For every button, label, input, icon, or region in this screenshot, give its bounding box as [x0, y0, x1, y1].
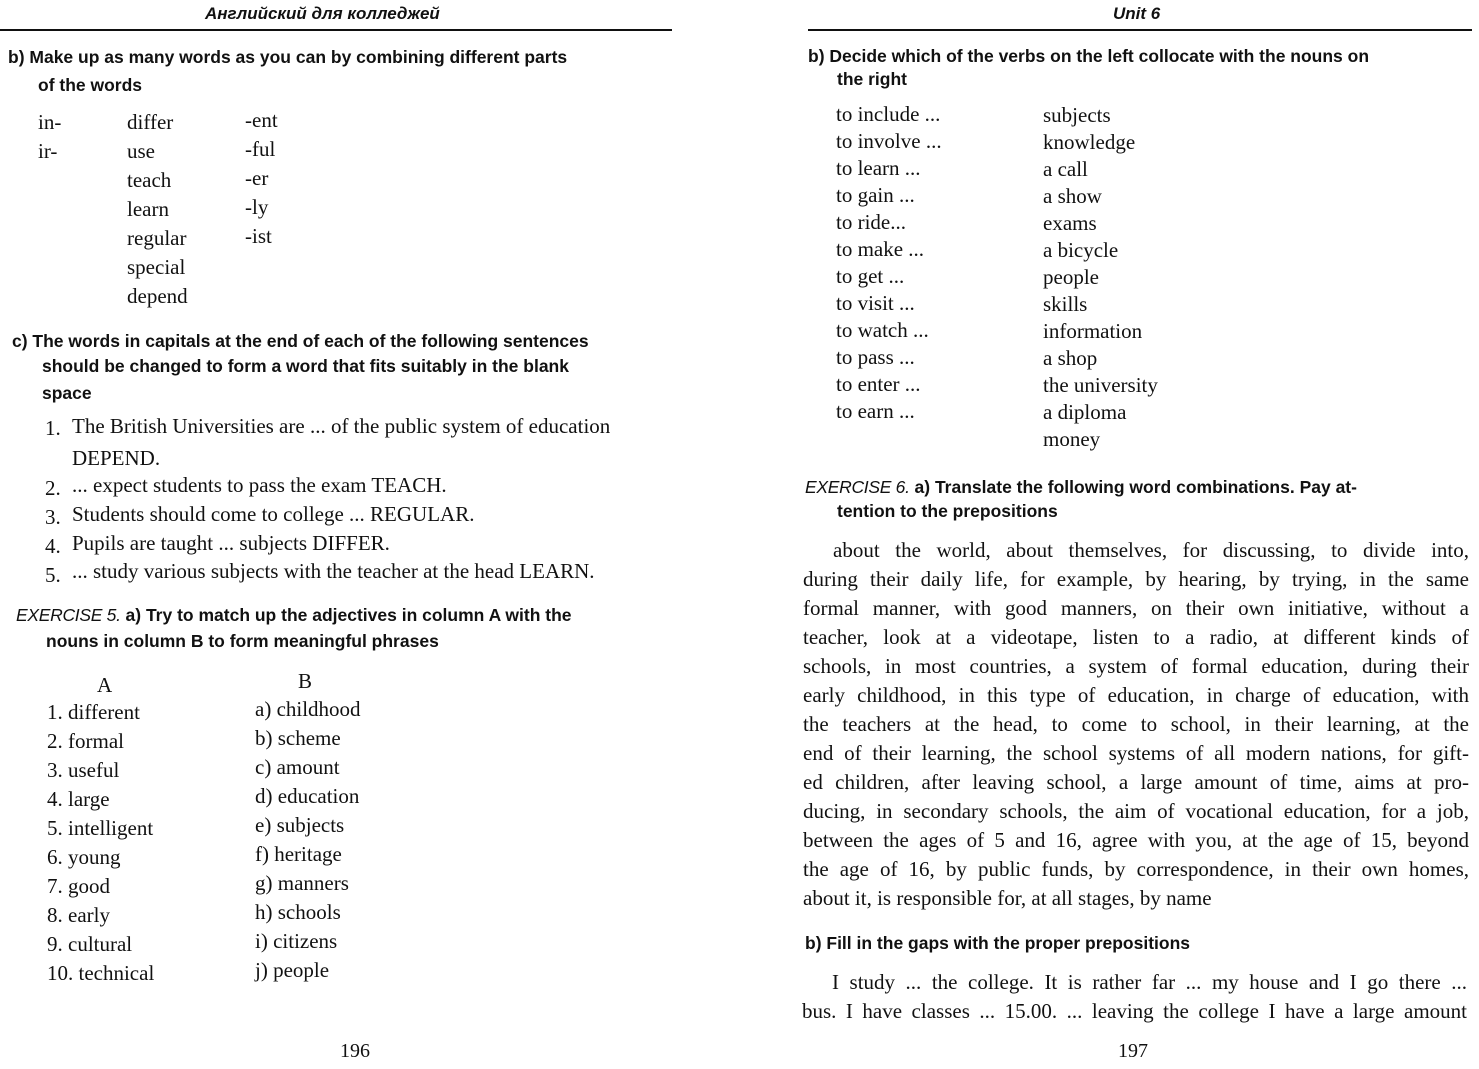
verb-item: to learn ... — [836, 156, 921, 180]
adjective-item: 1. different — [47, 700, 140, 724]
paragraph-line: about the world, about themselves, for discussing, to divide into, — [833, 538, 1469, 562]
adjective-item: 7. good — [47, 874, 110, 898]
verbs-column — [836, 102, 942, 426]
noun-item: a show — [1043, 184, 1102, 208]
noun-item: j) people — [255, 958, 330, 982]
section-b-heading-line1: b) Make up as many words as you can by combining different parts — [8, 47, 568, 67]
root-column — [127, 110, 188, 313]
sentence-text: ... expect students to pass the exam TEACH. — [72, 473, 447, 497]
word-combinations-paragraph — [803, 536, 1469, 913]
suffix-item: -er — [245, 166, 269, 190]
exercise-5-heading-line2: nouns in column B to form meaningful phrases — [46, 631, 439, 651]
column-a-header: A — [97, 673, 113, 697]
right-page — [800, 0, 1479, 1069]
adjective-item: 5. intelligent — [47, 816, 154, 840]
column-a-list — [47, 700, 154, 990]
verb-item: to ride... — [836, 210, 906, 234]
root-item: learn — [127, 197, 169, 221]
noun-item: d) education — [255, 784, 360, 808]
sentence-text: Pupils are taught ... subjects DIFFER. — [72, 531, 390, 555]
adjective-item: 6. young — [47, 845, 121, 869]
header-rule — [808, 29, 1472, 31]
noun-item: people — [1043, 265, 1099, 289]
column-b-list — [255, 697, 361, 987]
sentence-number: 1. — [45, 416, 61, 440]
verb-item: to get ... — [836, 264, 905, 288]
paragraph-line: about it, is responsible for, at all stages, by name — [803, 886, 1212, 910]
root-item: regular — [127, 226, 187, 250]
prefix-column — [38, 110, 61, 168]
adjective-item: 8. early — [47, 903, 110, 927]
running-header: Английский для колледжей — [205, 4, 440, 23]
section-c-heading-line3: space — [42, 383, 92, 403]
suffix-column — [245, 108, 278, 253]
sentence-number: 2. — [45, 476, 61, 500]
paragraph-line: during their daily life, for example, by hearing, by trying, in the same — [803, 567, 1469, 591]
paragraph-line: the age of 16, by public funds, by correspondence, in their own homes, — [803, 857, 1469, 881]
verb-item: to pass ... — [836, 345, 915, 369]
gap-fill-paragraph — [802, 968, 1467, 1026]
noun-item: a bicycle — [1043, 238, 1119, 262]
prefix-item: in- — [38, 110, 62, 134]
exercise-6-label: EXERCISE 6. — [805, 477, 910, 497]
paragraph-line: early childhood, in this type of education, in charge of education, with — [803, 683, 1469, 707]
paragraph-line: ed children, after leaving school, a large amount of time, aims at pro- — [803, 770, 1469, 794]
verb-item: to gain ... — [836, 183, 915, 207]
noun-item: i) citizens — [255, 929, 338, 953]
sentence-text: Students should come to college ... REGULAR. — [72, 502, 475, 526]
verb-item: to enter ... — [836, 372, 921, 396]
noun-item: money — [1043, 427, 1101, 451]
noun-item: a shop — [1043, 346, 1098, 370]
sentence-number: 3. — [45, 505, 61, 529]
paragraph-line: I study ... the college. It is rather far ... my house and I go there ... — [832, 970, 1467, 994]
paragraph-line: formal manner, with good manners, on their own initiative, without a — [803, 596, 1469, 620]
noun-item: information — [1043, 319, 1143, 343]
noun-item: the university — [1043, 373, 1158, 397]
noun-item: skills — [1043, 292, 1088, 316]
sentence-text: ... study various subjects with the teacher at the head LEARN. — [72, 559, 595, 583]
adjective-item: 2. formal — [47, 729, 124, 753]
noun-item: subjects — [1043, 103, 1111, 127]
sentence-text-cont: DEPEND. — [72, 446, 161, 470]
left-page — [0, 0, 700, 1069]
paragraph-line: the teachers at the head, to come to school, in their learning, at the — [803, 712, 1469, 736]
exercise-6-heading-text: a) Translate the following word combinations. Pay at- — [909, 477, 1357, 497]
root-item: depend — [127, 284, 188, 308]
verb-item: to earn ... — [836, 399, 915, 423]
sentence-text: The British Universities are ... of the public system of education — [72, 414, 611, 438]
noun-item: h) schools — [255, 900, 341, 924]
exercise-5-label: EXERCISE 5. — [16, 605, 121, 625]
adjective-item: 10. technical — [47, 961, 155, 985]
verb-item: to make ... — [836, 237, 925, 261]
noun-item: exams — [1043, 211, 1097, 235]
root-item: teach — [127, 168, 172, 192]
section-b2-heading: b) Fill in the gaps with the proper prepositions — [805, 933, 1191, 953]
header-rule — [0, 29, 672, 31]
verb-item: to involve ... — [836, 129, 942, 153]
noun-item: c) amount — [255, 755, 340, 779]
adjective-item: 3. useful — [47, 758, 120, 782]
noun-item: b) scheme — [255, 726, 341, 750]
sentence-number: 4. — [45, 534, 61, 558]
sentence-number: 5. — [45, 563, 61, 587]
suffix-item: -ful — [245, 137, 276, 161]
root-item: use — [127, 139, 155, 163]
page-number: 197 — [1118, 1040, 1148, 1062]
noun-item: a diploma — [1043, 400, 1127, 424]
verb-item: to visit ... — [836, 291, 915, 315]
suffix-item: -ist — [245, 224, 272, 248]
root-item: differ — [127, 110, 174, 134]
section-b-heading-line1: b) Decide which of the verbs on the left collocate with the nouns on — [808, 46, 1370, 66]
prefix-item: ir- — [38, 139, 58, 163]
paragraph-line: teacher, look at a videotape, listen to a radio, at different kinds of — [803, 625, 1469, 649]
noun-item: g) manners — [255, 871, 349, 895]
nouns-column — [1043, 103, 1158, 454]
section-c-heading-line1: c) The words in capitals at the end of each of the following sentences — [12, 331, 589, 351]
section-b-heading-line2: the right — [837, 69, 907, 89]
exercise-5-heading-line1 — [16, 602, 572, 628]
verb-item: to include ... — [836, 102, 941, 126]
paragraph-line: schools, in most countries, a system of formal education, during their — [803, 654, 1469, 678]
adjective-item: 4. large — [47, 787, 110, 811]
suffix-item: -ly — [245, 195, 269, 219]
paragraph-line: end of their learning, the school systems of all modern nations, for gift- — [803, 741, 1469, 765]
root-item: special — [127, 255, 186, 279]
verb-item: to watch ... — [836, 318, 929, 342]
section-c-heading-line2: should be changed to form a word that fits suitably in the blank — [42, 356, 569, 376]
page-number: 196 — [340, 1040, 370, 1062]
noun-item: knowledge — [1043, 130, 1136, 154]
adjective-item: 9. cultural — [47, 932, 133, 956]
noun-item: a call — [1043, 157, 1088, 181]
paragraph-line: between the ages of 5 and 16, agree with you, at the age of 15, beyond — [803, 828, 1469, 852]
exercise-5-heading-text: a) Try to match up the adjectives in column A with the — [120, 605, 572, 625]
noun-item: f) heritage — [255, 842, 342, 866]
column-b-header: B — [298, 669, 313, 693]
section-b-heading-line2: of the words — [38, 75, 143, 95]
paragraph-line: ducing, in secondary schools, the aim of vocational education, for a job, — [803, 799, 1469, 823]
exercise-6-heading-line2: tention to the prepositions — [837, 501, 1058, 521]
noun-item: e) subjects — [255, 813, 345, 837]
exercise-6-heading-line1 — [805, 474, 1357, 500]
suffix-item: -ent — [245, 108, 278, 132]
paragraph-line: bus. I have classes ... 15.00. ... leaving the college I have a large amount — [802, 999, 1467, 1023]
noun-item: a) childhood — [255, 697, 361, 721]
running-header: Unit 6 — [1113, 4, 1161, 23]
